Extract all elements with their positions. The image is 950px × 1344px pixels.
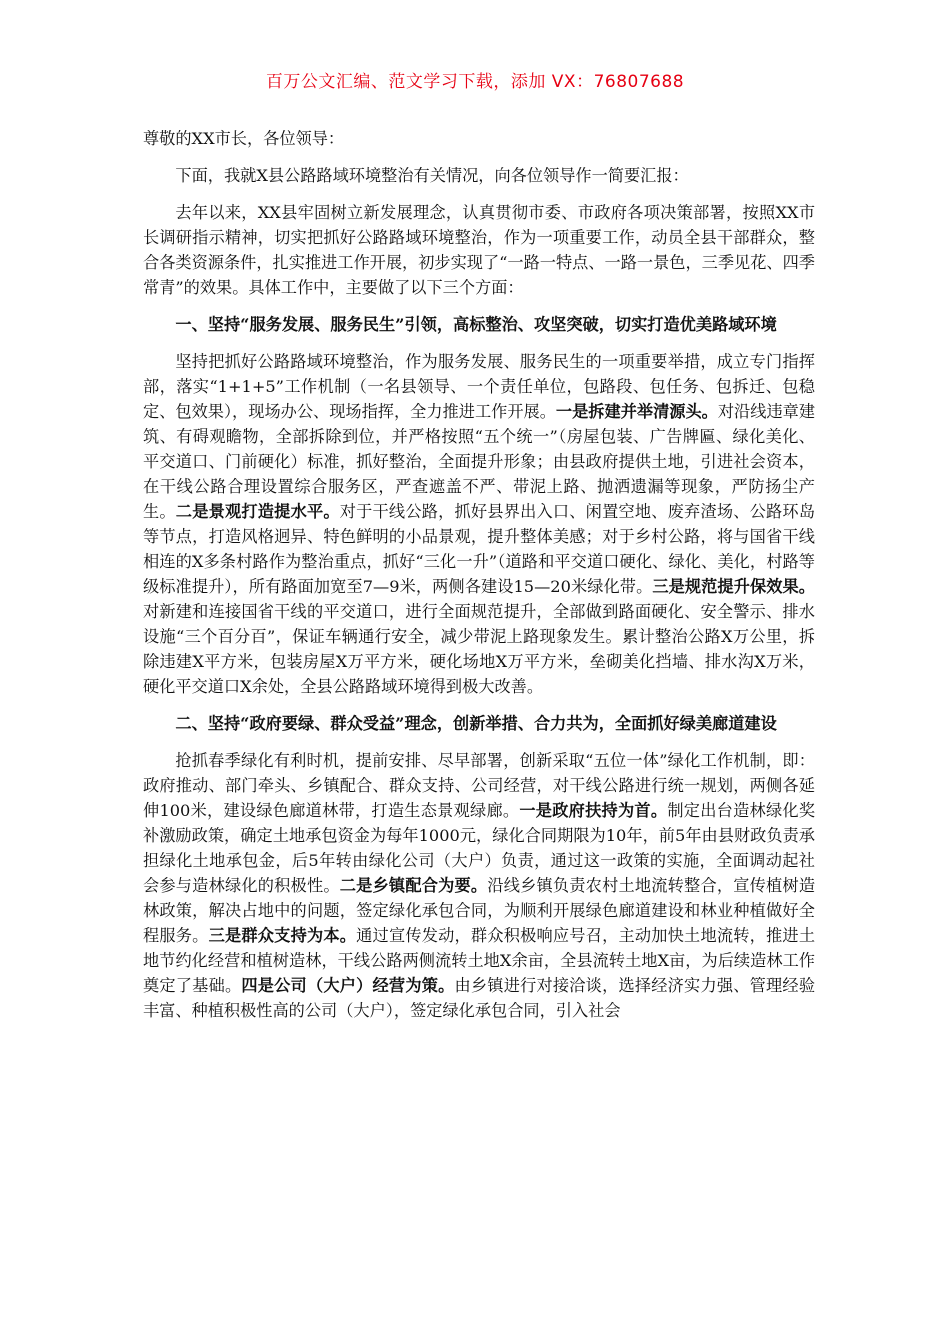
section-1-text-a: 坚持把抓好公路路域环境整治，作为服务发展、服务民生的一项重要举措，成立专门指挥部，落实“1+1+5”工作机制（一名县领导、一个责任单位，包路段、包任务、包拆迁、包稳定、包效果），现场办公、现场指挥，全力推进工作开展。 bbox=[143, 352, 815, 421]
salutation: 尊敬的XX市长，各位领导： bbox=[143, 129, 345, 148]
section-1-paragraph bbox=[143, 349, 815, 699]
section-2-heading: 二、坚持“政府要绿、群众受益”理念，创新举措、合力共为，全面抓好绿美廊道建设 bbox=[175, 714, 777, 733]
intro-paragraph-2: 去年以来，XX县牢固树立新发展理念，认真贯彻市委、市政府各项决策部署，按照XX市长调研指示精神，切实把抓好公路路域环境整治，作为一项重要工作，动员全县干部群众，整合各类资源条件，扎实推进工作开展，初步实现了“一路一特点、一路一景色，三季见花、四季常青”的效果。具体工作中，主要做了以下三个方面： bbox=[143, 203, 815, 297]
intro-paragraph-1: 下面，我就X县公路路域环境整治有关情况，向各位领导作一简要汇报： bbox=[175, 166, 689, 185]
document-body bbox=[143, 126, 815, 1035]
header-banner: 百万公文汇编、范文学习下载，添加 VX：76807688 bbox=[265, 72, 685, 92]
section-1-text-c: 对于干线公路，抓好县界出入口、闲置空地、废弃渣场、公路环岛等节点，打造风格迥异、特色鲜明的小品景观，提升整体美感；对于乡村公路，将与国省干线相连的X多条村路作为整治重点，抓好“三化一升”（道路和平交道口硬化、绿化、美化，村路等级标准提升），所有路面加宽至7—9米，两侧各建设15—20米绿化带。 bbox=[143, 502, 816, 596]
section-1-heading: 一、坚持“服务发展、服务民生”引领，高标整治、攻坚突破，切实打造优美路域环境 bbox=[175, 315, 777, 334]
section-2-point-2: 二是乡镇配合为要。 bbox=[339, 876, 488, 895]
section-2-text-c: 沿线乡镇负责农村土地流转整合，宣传植树造林政策，解决占地中的问题，签定绿化承包合同，为顺利开展绿色廊道建设和林业种植做好全程服务。 bbox=[143, 876, 816, 945]
section-2-text-a: 抢抓春季绿化有利时机，提前安排、尽早部署，创新采取“五位一体”绿化工作机制，即：政府推动、部门牵头、乡镇配合、群众支持、公司经营，对干线公路进行统一规划，两侧各延伸100米，建设绿色廊道林带，打造生态景观绿廊。 bbox=[143, 751, 815, 820]
section-2-text-e: 由乡镇进行对接洽谈，选择经济实力强、管理经验丰富、种植积极性高的公司（大户），签定绿化承包合同，引入社会 bbox=[143, 976, 816, 1020]
section-2-point-3: 三是群众支持为本。 bbox=[208, 926, 357, 945]
section-1-text-b: 对沿线违章建筑、有碍观瞻物，全部拆除到位，并严格按照“五个统一”（房屋包装、广告牌匾、绿化美化、平交道口、门前硬化）标准，抓好整治，全面提升形象；由县政府提供土地，引进社会资本，在干线公路合理设置综合服务区，严查遮盖不严、带泥上路、抛洒遗漏等现象，严防扬尘产生。 bbox=[143, 402, 816, 521]
section-2-paragraph bbox=[143, 748, 815, 1023]
section-1-text-d: 对新建和连接国省干线的平交道口，进行全面规范提升，全部做到路面硬化、安全警示、排水设施“三个百分百”，保证车辆通行安全，减少带泥上路现象发生。累计整治公路X万公里，拆除违建X平方米，包装房屋X万平方米，硬化场地X万平方米，垒砌美化挡墙、排水沟X万米，硬化平交道口X余处，全县公路路域环境得到极大改善。 bbox=[143, 602, 815, 696]
section-1-point-2: 二是景观打造提水平。 bbox=[175, 502, 340, 521]
section-1-point-3: 三是规范提升保效果。 bbox=[652, 577, 815, 596]
section-2-text-b: 制定出台造林绿化奖补激励政策，确定土地承包资金为每年1000元，绿化合同期限为10年，前5年由县财政负责承担绿化土地承包金，后5年转由绿化公司（大户）负责，通过这一政策的实施，全面调动起社会参与造林绿化的积极性。 bbox=[143, 801, 816, 895]
section-2-point-4: 四是公司（大户）经营为策。 bbox=[241, 976, 455, 995]
section-2-point-1: 一是政府扶持为首。 bbox=[519, 801, 668, 820]
section-2-text-d: 通过宣传发动，群众积极响应号召，主动加快土地流转，推进土地节约化经营和植树造林，干线公路两侧流转土地X余亩，全县流转土地X亩，为后续造林工作奠定了基础。 bbox=[143, 926, 816, 995]
section-1-point-1: 一是拆建并举清源头。 bbox=[555, 402, 718, 421]
